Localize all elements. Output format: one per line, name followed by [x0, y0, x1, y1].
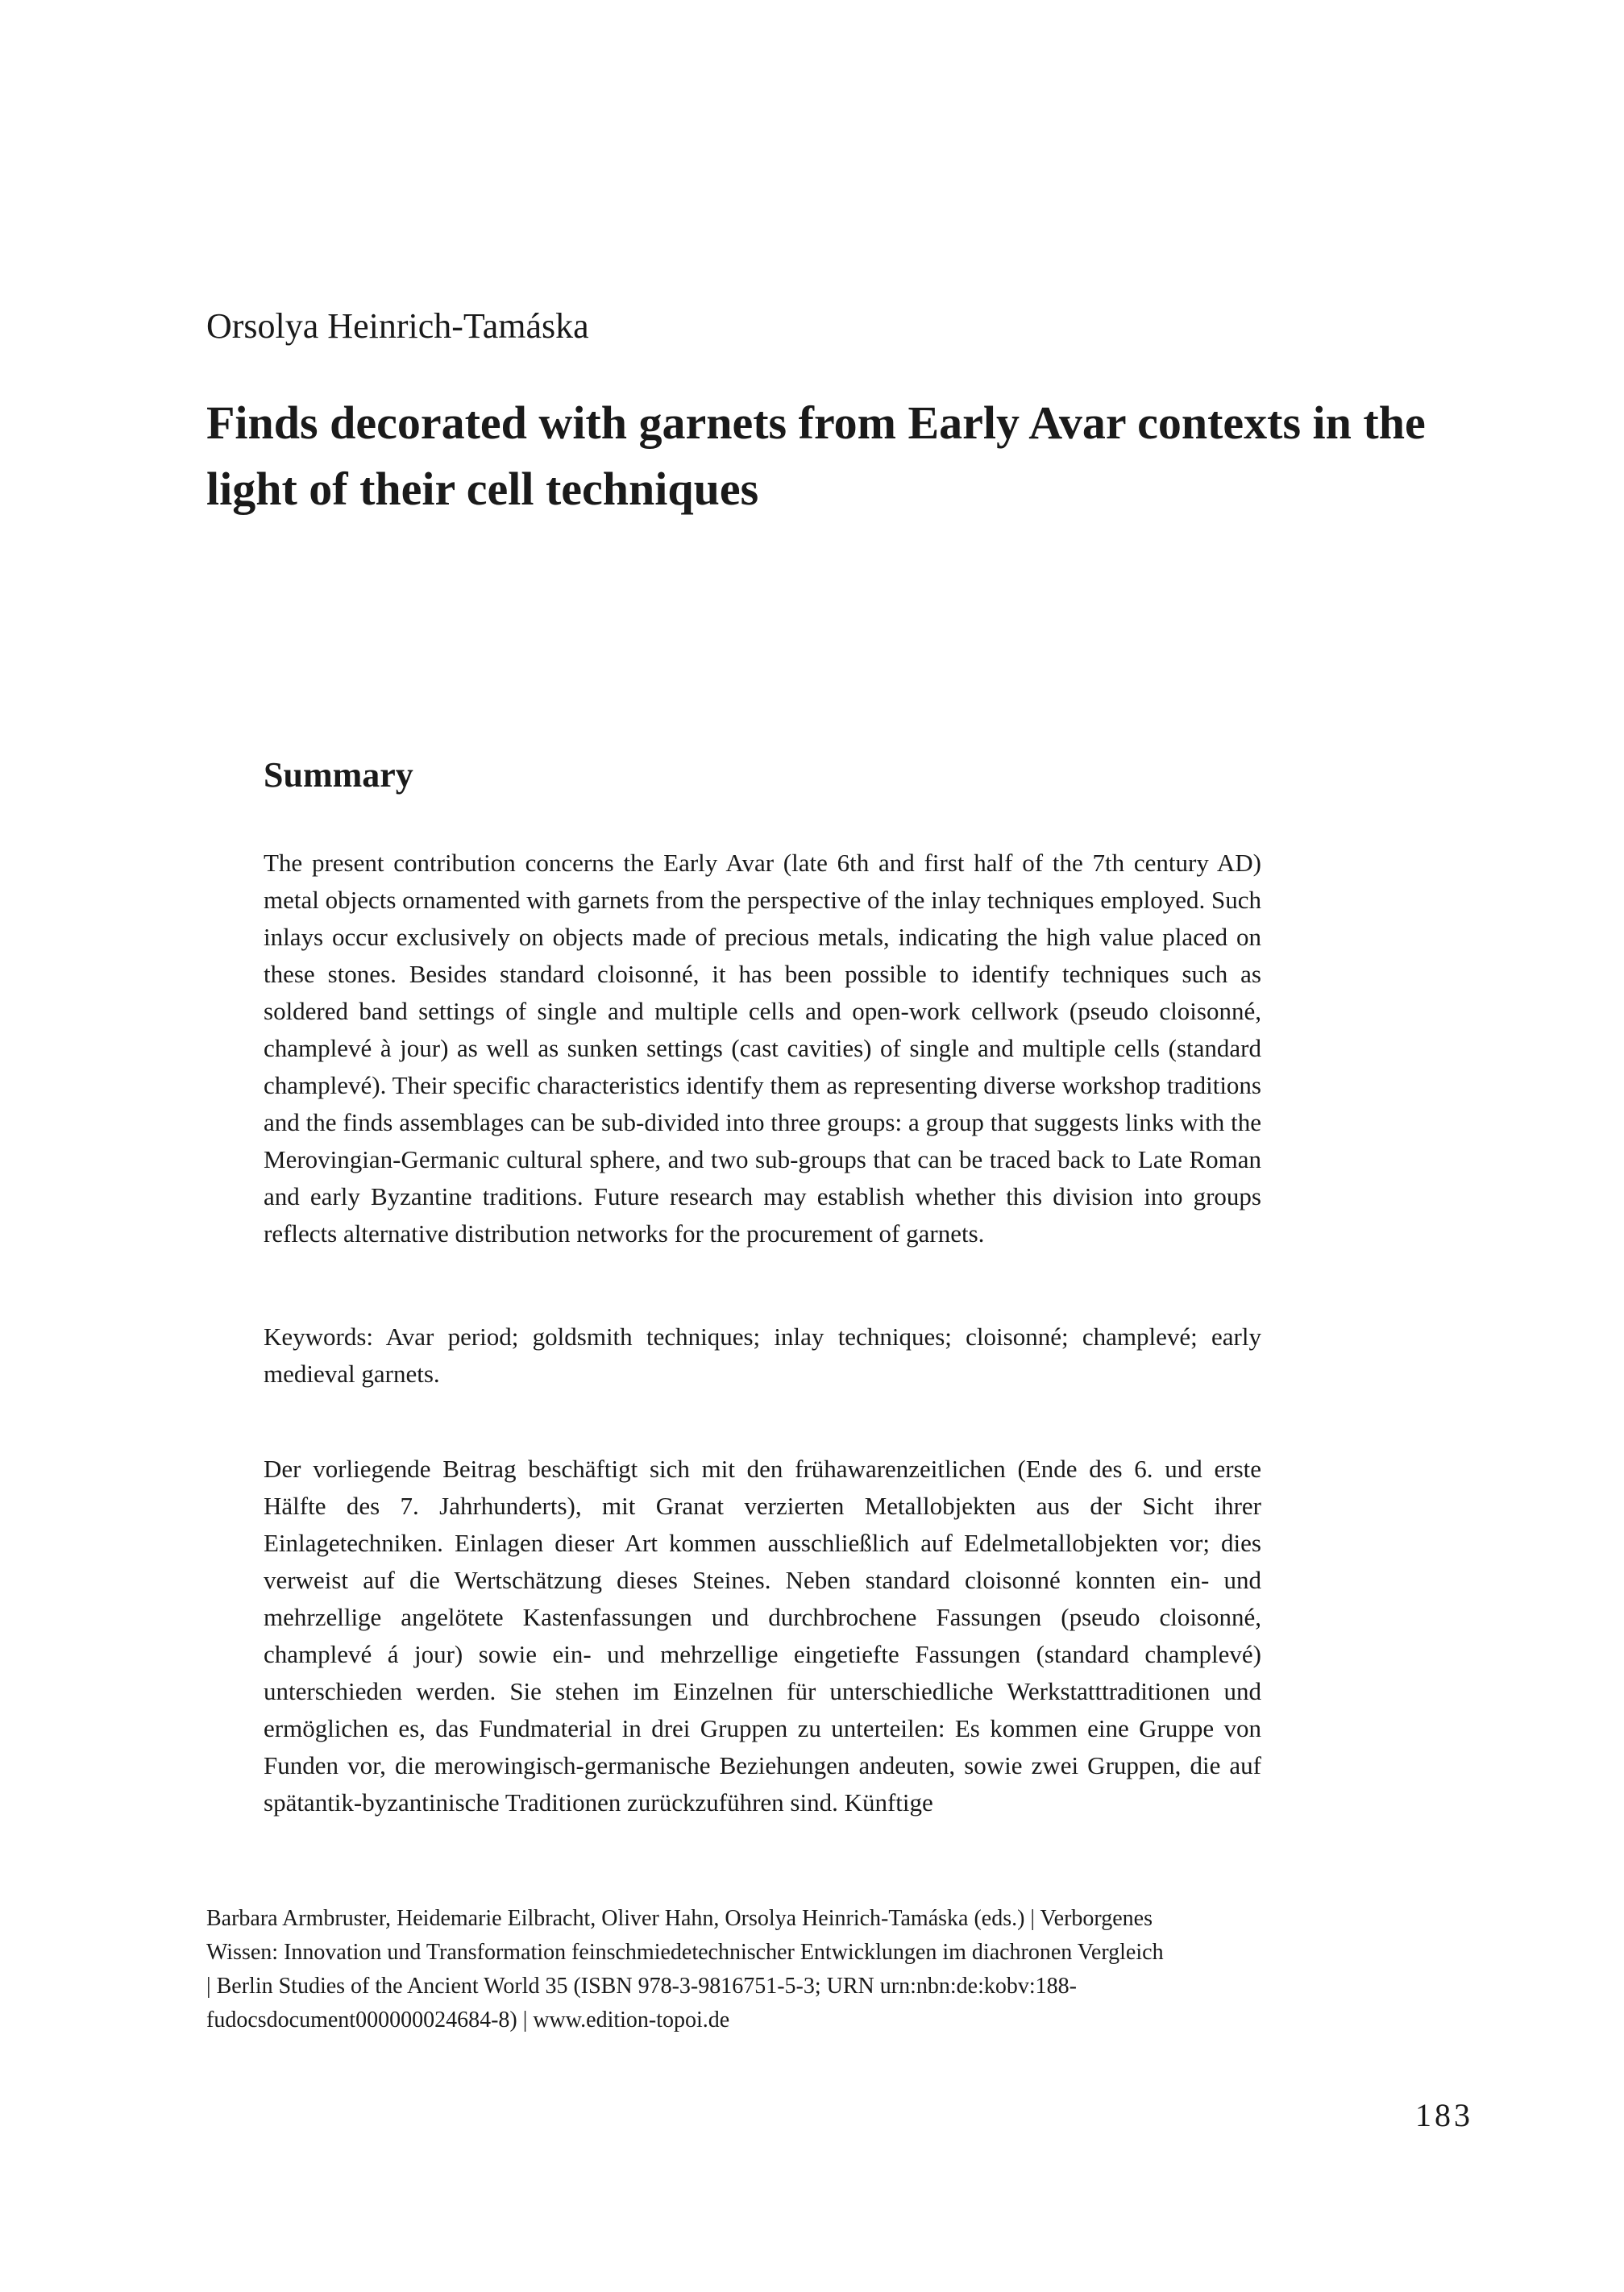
german-summary-paragraph: Der vorliegende Beitrag beschäftigt sich mit den frühawarenzeitlichen (Ende des 6. und erste Hälfte des 7. Jahrhunderts), mit Granat verzierten Metallobjekten aus der Sicht ihrer Einlagetechniken. Einlagen dieser Art kommen ausschließlich auf Edelmetallobjekten vor; dies verweist auf die Wertschätzung dieses Steines. Neben standard cloisonné konnten ein- und mehrzellige angelötete Kastenfassungen und durchbrochene Fassungen (pseudo cloisonné, champlevé á jour) sowie ein- und mehrzellige eingetiefte Fassungen (standard champlevé) unterschieden werden. Sie stehen im Einzelnen für unterschiedliche Werkstatttraditionen und ermöglichen es, das Fundmaterial in drei Gruppen zu unterteilen: Es kommen eine Gruppe von Funden vor, die merowingisch-germanische Beziehungen andeuten, sowie zwei Gruppen, die auf spätantik-byzantinische Traditionen zurückzuführen sind. Künftige — [264, 1455, 1261, 1817]
summary-heading: Summary — [264, 755, 413, 795]
citation-footer: Barbara Armbruster, Heidemarie Eilbracht, Oliver Hahn, Orsolya Heinrich-Tamáska (eds.) | Verborgenes Wissen: Innovation und Transformation feinschmiedetechnischer Entwicklungen im diachronen Vergleich | Berlin Studies of the Ancient World 35 (ISBN 978-3-9816751-5-3; URN urn:nbn:de:kobv:188-fudocsdocument000000024684-8) | www.edition-topoi.de — [206, 1906, 1164, 2032]
keywords-paragraph: Keywords: Avar period; goldsmith techniques; inlay techniques; cloisonné; champlevé; early medieval garnets. — [264, 1322, 1261, 1388]
author-name: Orsolya Heinrich-Tamáska — [206, 306, 589, 346]
paper-title: Finds decorated with garnets from Early Avar contexts in the light of their cell techniques — [206, 397, 1426, 515]
summary-paragraph: The present contribution concerns the Early Avar (late 6th and first half of the 7th century AD) metal objects ornamented with garnets from the perspective of the inlay techniques employed. Such inlays occur exclusively on objects made of precious metals, indicating the high value placed on these stones. Besides standard cloisonné, it has been possible to identify techniques such as soldered band settings of single and multiple cells and open-work cellwork (pseudo cloisonné, champlevé à jour) as well as sunken settings (cast cavities) of single and multiple cells (standard champlevé). Their specific characteristics identify them as representing diverse workshop traditions and the finds assemblages can be sub-divided into three groups: a group that suggests links with the Merovingian-Germanic cultural sphere, and two sub-groups that can be traced back to Late Roman and early Byzantine traditions. Future research may establish whether this division into groups reflects alternative distribution networks for the procurement of garnets. — [264, 849, 1261, 1248]
page-number: 183 — [1415, 2097, 1473, 2133]
